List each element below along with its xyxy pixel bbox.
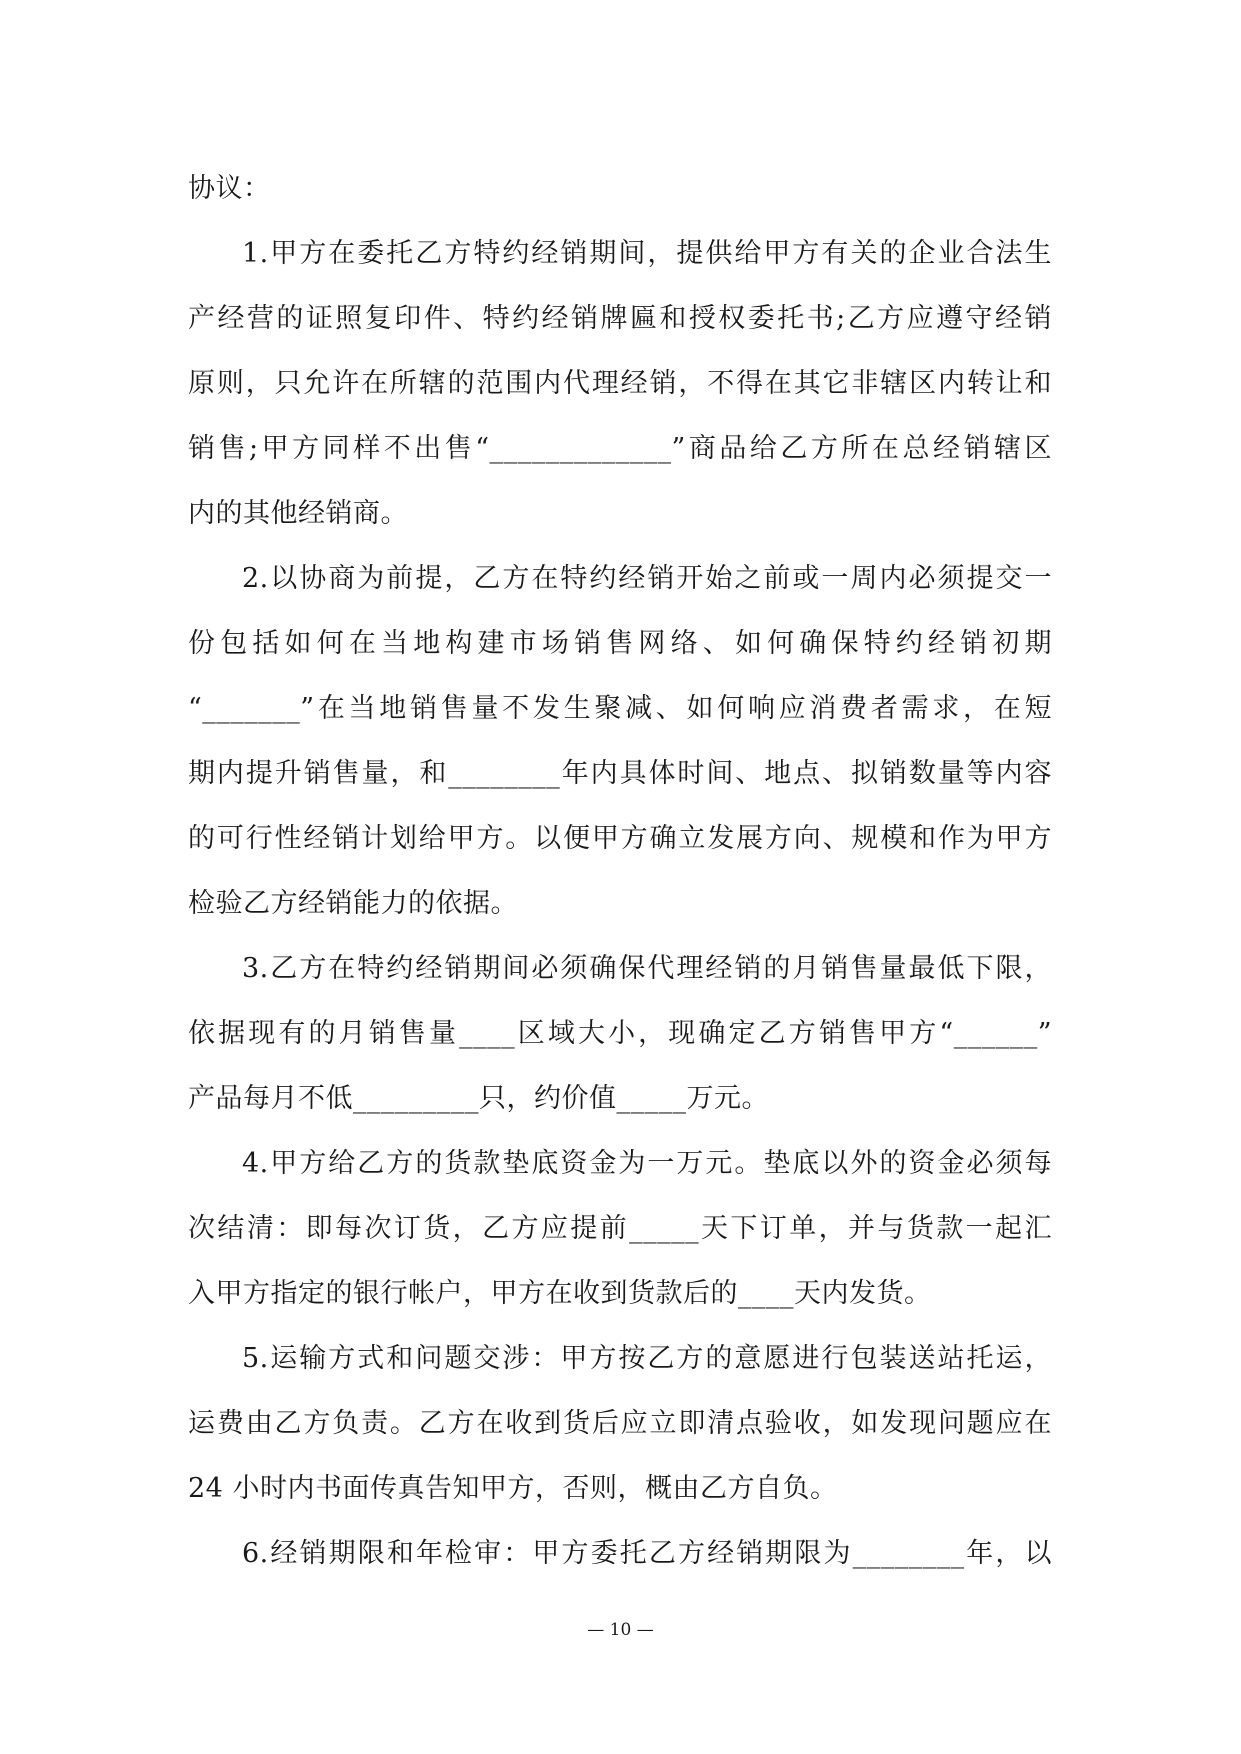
text-line: 4.甲方给乙方的货款垫底资金为一万元。垫底以外的资金必须每 — [242, 1148, 1052, 1179]
text-line: 运费由乙方负责。乙方在收到货后应立即清点验收，如发现问题应在 — [188, 1408, 1052, 1439]
text-line: 的可行性经销计划给甲方。以便甲方确立发展方向、规模和作为甲方 — [188, 823, 1052, 854]
text-line: 3.乙方在特约经销期间必须确保代理经销的月销售量最低下限， — [242, 953, 1052, 984]
text-line: 检验乙方经销能力的依据。 — [188, 888, 518, 919]
text-line: 1.甲方在委托乙方特约经销期间，提供给甲方有关的企业合法生 — [242, 238, 1052, 269]
text-line: 6.经销期限和年检审：甲方委托乙方经销期限为________年，以 — [242, 1538, 1052, 1569]
text-line: 内的其他经销商。 — [188, 498, 408, 529]
text-line: 销售;甲方同样不出售“_____________”商品给乙方所在总经销辖区 — [188, 433, 1052, 464]
page-number: — 10 — — [587, 1620, 654, 1640]
text-line: 协议： — [188, 173, 271, 204]
text-line: 份包括如何在当地构建市场销售网络、如何确保特约经销初期 — [188, 628, 1052, 659]
document-body — [188, 156, 1052, 1586]
text-line: 5.运输方式和问题交涉：甲方按乙方的意愿进行包装送站托运， — [242, 1343, 1052, 1374]
text-line: 次结清：即每次订货，乙方应提前_____天下订单，并与货款一起汇 — [188, 1213, 1052, 1244]
text-line: 期内提升销售量，和________年内具体时间、地点、拟销数量等内容 — [188, 758, 1052, 789]
text-line: “_______”在当地销售量不发生聚减、如何响应消费者需求，在短 — [188, 693, 1052, 724]
text-line: 2.以协商为前提，乙方在特约经销开始之前或一周内必须提交一 — [242, 563, 1052, 594]
text-line: 产品每月不低_________只，约价值_____万元。 — [188, 1083, 769, 1114]
text-line: 入甲方指定的银行帐户，甲方在收到货款后的____天内发货。 — [188, 1278, 932, 1309]
text-line: 依据现有的月销售量____区域大小，现确定乙方销售甲方“______” — [188, 1018, 1052, 1049]
text-line: 24 小时内书面传真告知甲方，否则，概由乙方自负。 — [188, 1473, 838, 1504]
text-line: 产经营的证照复印件、特约经销牌匾和授权委托书;乙方应遵守经销 — [188, 303, 1052, 334]
text-line: 原则，只允许在所辖的范围内代理经销，不得在其它非辖区内转让和 — [188, 368, 1052, 399]
